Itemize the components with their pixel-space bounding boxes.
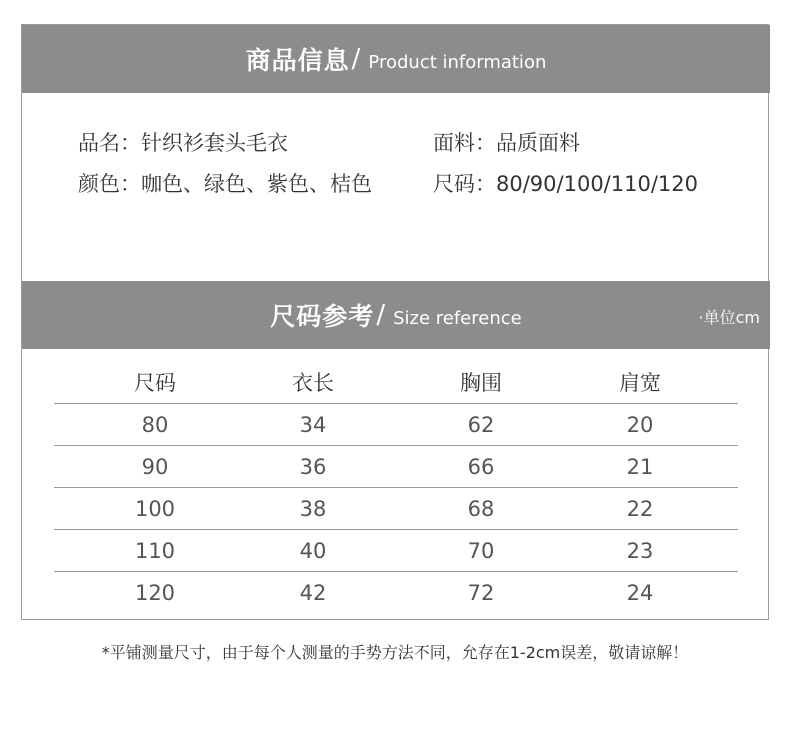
cell-chest: 66 [467,455,495,479]
cell-length: 42 [299,581,327,605]
unit-label: ·单位cm [698,308,760,327]
cell-shoulder: 24 [626,581,654,605]
cell-shoulder: 21 [626,455,654,479]
table-header-row [54,358,738,404]
product-sizes: 尺码：80/90/100/110/120 [433,172,698,196]
cell-size: 100 [134,497,176,521]
cell-chest: 70 [467,539,495,563]
size-reference-slash: / [376,300,386,330]
product-info-title-en: Product information [368,51,547,73]
cell-length: 38 [299,497,327,521]
table-row [54,404,738,446]
table-row [54,572,738,614]
product-colors: 颜色：咖色、绿色、紫色、桔色 [78,172,372,196]
cell-size: 110 [134,539,176,563]
cell-length: 34 [299,413,327,437]
table-row [54,446,738,488]
product-info-slash: / [351,44,361,74]
header-size: 尺码 [134,371,176,395]
table-row [54,530,738,572]
cell-chest: 62 [467,413,495,437]
header-chest: 胸围 [460,371,502,395]
cell-length: 40 [299,539,327,563]
header-length: 衣长 [292,371,334,395]
cell-shoulder: 23 [626,539,654,563]
product-info-title: 商品信息 [245,46,350,75]
table-row [54,488,738,530]
header-shoulder: 肩宽 [619,371,661,395]
cell-size: 120 [134,581,176,605]
product-name: 品名：针织衫套头毛衣 [78,131,288,155]
cell-chest: 72 [467,581,495,605]
size-reference-banner [22,281,770,349]
cell-shoulder: 20 [626,413,654,437]
size-reference-title-en: Size reference [393,307,522,329]
cell-size: 90 [141,455,169,479]
product-info-banner [22,25,770,93]
cell-size: 80 [141,413,169,437]
measurement-footnote: *平铺测量尺寸，由于每个人测量的手势方法不同，允存在1-2cm误差，敬请谅解！ [101,643,689,662]
cell-chest: 68 [467,497,495,521]
cell-length: 36 [299,455,327,479]
product-fabric: 面料：品质面料 [433,131,580,155]
size-table [54,358,738,614]
cell-shoulder: 22 [626,497,654,521]
size-reference-title: 尺码参考 [270,302,375,331]
